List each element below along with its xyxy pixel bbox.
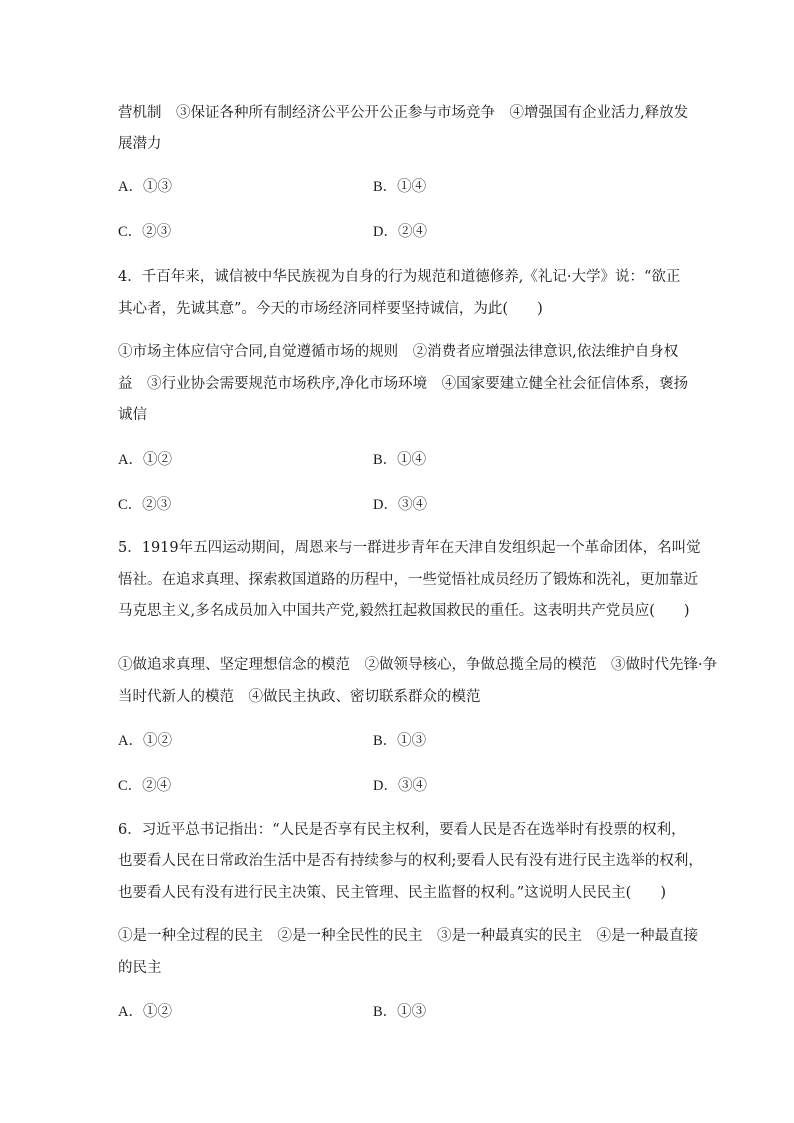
q5-statement-line-2: 当时代新人的模范 ④做民主执政、密切联系群众的模范	[118, 689, 481, 705]
q4-option-d[interactable]: D．③④	[373, 497, 427, 513]
q5-option-c[interactable]: C．②④	[118, 778, 172, 794]
q6-stem-line-3: 也要看人民有没有进行民主决策、民主管理、民主监督的权利。”这说明人民民主( )	[118, 885, 666, 901]
q5-option-d[interactable]: D．③④	[373, 778, 427, 794]
q3-option-a[interactable]: A．①③	[118, 179, 172, 195]
q6-option-b[interactable]: B．①③	[373, 1004, 427, 1020]
q4-option-a[interactable]: A．①②	[118, 452, 172, 468]
q6-statement-line-2: 的民主	[118, 960, 162, 976]
q5-stem-line-2: 悟社。在追求真理、探索救国道路的历程中，一些觉悟社成员经历了锻炼和洗礼，更加靠近	[118, 572, 698, 588]
q3-option-d[interactable]: D．②④	[373, 224, 427, 240]
q5-stem-line-1: 5．1919年五四运动期间，周恩来与一群进步青年在天津自发组织起一个革命团体，名叫觉	[118, 540, 701, 556]
q4-stem-line-2: 其心者，先诚其意”。今天的市场经济同样要坚持诚信，为此( )	[118, 301, 543, 317]
q6-stem-line-1: 6．习近平总书记指出：“人民是否享有民主权利，要看人民是否在选举时有投票的权利，	[118, 822, 686, 838]
q5-option-b[interactable]: B．①③	[373, 733, 427, 749]
q5-statement-line-1: ①做追求真理、坚定理想信念的模范 ②做领导核心，争做总揽全局的模范 ③做时代先锋·争	[118, 657, 718, 673]
q5-stem-line-3: 马克思主义,多名成员加入中国共产党,毅然扛起救国救民的重任。这表明共产党员应( )	[118, 603, 690, 619]
q4-option-b[interactable]: B．①④	[373, 452, 427, 468]
q4-statement-line-3: 诚信	[118, 407, 147, 423]
q6-statement-line-1: ①是一种全过程的民主 ②是一种全民性的民主 ③是一种最真实的民主 ④是一种最直接	[118, 928, 698, 944]
q4-statement-line-2: 益 ③行业协会需要规范市场秩序,净化市场环境 ④国家要建立健全社会征信体系，褒扬	[118, 376, 689, 392]
q3-option-b[interactable]: B．①④	[373, 179, 427, 195]
q4-option-c[interactable]: C．②③	[118, 497, 172, 513]
q4-stem-line-1: 4．千百年来，诚信被中华民族视为自身的行为规范和道德修养,《礼记·大学》说：“欲正	[118, 269, 681, 285]
q5-option-a[interactable]: A．①②	[118, 733, 172, 749]
q4-statement-line-1: ①市场主体应信守合同,自觉遵循市场的规则 ②消费者应增强法律意识,依法维护自身权	[118, 344, 679, 360]
q3-line-1: 营机制 ③保证各种所有制经济公平公开公正参与市场竞争 ④增强国有企业活力,释放发	[118, 105, 689, 121]
q3-option-c[interactable]: C．②③	[118, 224, 172, 240]
q6-option-a[interactable]: A．①②	[118, 1004, 172, 1020]
q6-stem-line-2: 也要看人民在日常政治生活中是否有持续参与的权利;要看人民有没有进行民主选举的权利，	[118, 853, 703, 869]
q3-line-2: 展潜力	[118, 136, 162, 152]
